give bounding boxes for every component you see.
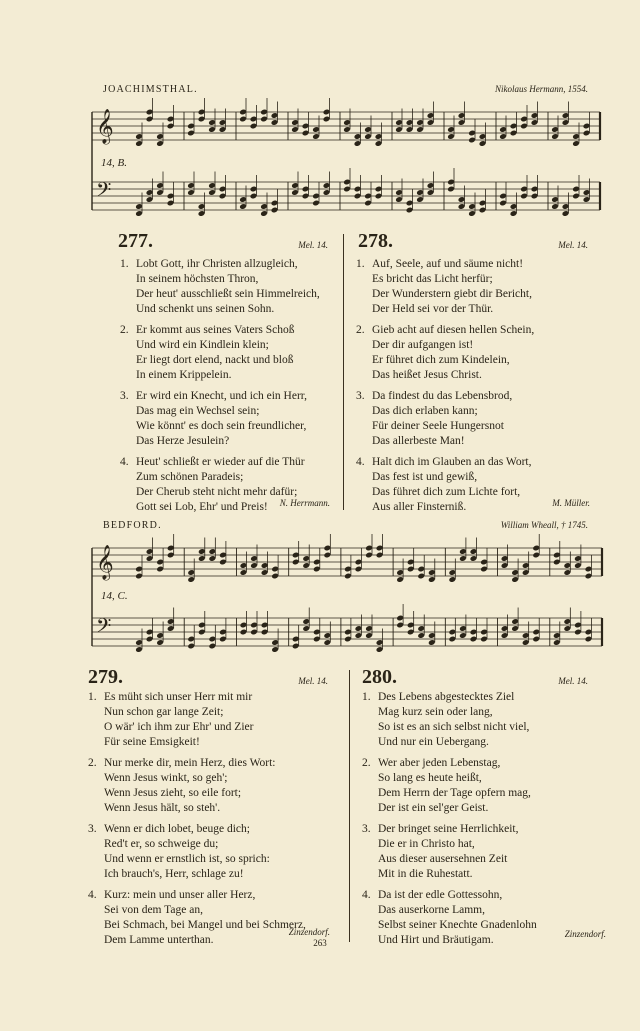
stanza-number: 2. — [88, 757, 97, 769]
stanza-number: 4. — [88, 889, 97, 901]
verse-text: Und wenn er ernstlich ist, so sprich: — [104, 853, 270, 865]
verse-text: Wenn er dich lobet, beuge dich; — [104, 823, 250, 835]
verse-text: Das Herze Jesulein? — [136, 435, 230, 447]
verse-text: Da findest du das Lebensbrod, — [372, 390, 513, 402]
verse-line — [362, 801, 602, 816]
verse-text: Gieb acht auf diesen hellen Schein, — [372, 324, 535, 336]
hymn-author: N. Herrmann. — [279, 498, 330, 508]
tune-attribution-joachimsthal: Nikolaus Hermann, 1554. — [495, 84, 588, 94]
verse-text: Der dir aufgangen ist! — [372, 339, 474, 351]
verse-line — [362, 720, 602, 735]
verse-line — [362, 837, 602, 852]
verse-text: Aus dieser ausersehnen Zeit — [378, 853, 508, 865]
verse-text: Gott sei Lob, Ehr' und Preis! — [136, 501, 268, 513]
stanza — [362, 822, 602, 882]
melody-ref: Mel. 14. — [558, 676, 588, 686]
tune-mode-label-bedford: 14, C. — [101, 590, 128, 602]
verse-text: Heut' schließt er wieder auf die Thür — [136, 456, 305, 468]
verse-text: Kurz: mein und unser aller Herz, — [104, 889, 256, 901]
tune-mode-label-joachimsthal: 14, B. — [101, 157, 127, 169]
verse-text: Das fest ist und gewiß, — [372, 471, 478, 483]
verse-text: Auf, Seele, auf und säume nicht! — [372, 258, 524, 270]
treble-clef-icon: 𝄞 — [96, 545, 114, 580]
hymn-author: M. Müller. — [552, 498, 590, 508]
verse-text: Er liegt dort elend, nackt und bloß — [136, 354, 294, 366]
verse-text: Lobt Gott, ihr Christen allzugleich, — [136, 258, 298, 270]
verse-text: O wär' ich ihm zur Ehr' und Zier — [104, 721, 254, 733]
stanza — [88, 756, 346, 816]
verse-text: Wie könnt' es doch sein freundlicher, — [136, 420, 307, 432]
stanza-number: 3. — [362, 823, 371, 835]
verse-text: Und nur ein Uebergang. — [378, 736, 489, 748]
verse-text: Der Cherub steht nicht mehr dafür; — [136, 486, 298, 498]
verse-text: Bei Schmach, bei Mangel und bei Schmerz, — [104, 919, 306, 931]
verse-text: Zum schönen Paradeis; — [136, 471, 244, 483]
bass-clef-icon: 𝄢 — [96, 614, 112, 642]
verse-text: Wenn Jesus zieht, so eile fort; — [104, 787, 242, 799]
verse-line — [88, 690, 346, 705]
verse-line — [88, 888, 346, 903]
stanza-number: 1. — [120, 258, 129, 270]
hymn-280-text — [362, 690, 602, 948]
stanza-number: 2. — [362, 757, 371, 769]
verse-line — [362, 867, 602, 882]
hymn-number: 280. — [362, 666, 397, 688]
stanza-number: 3. — [120, 390, 129, 402]
verse-text: Es bricht das Licht herfür; — [372, 273, 493, 285]
verse-line — [88, 903, 346, 918]
verse-line — [362, 822, 602, 837]
verse-line — [88, 822, 346, 837]
verse-line — [362, 888, 602, 903]
verse-text: Selbst seiner Knechte Gnadenlohn — [378, 919, 537, 931]
stanza-number: 1. — [356, 258, 365, 270]
verse-line — [88, 852, 346, 867]
stanza — [88, 822, 346, 882]
verse-line — [362, 852, 602, 867]
stanza — [88, 690, 346, 750]
verse-text: Red't er, so schweige du; — [104, 838, 219, 850]
verse-text: Und Hirt und Bräutigam. — [378, 934, 494, 946]
stanza-number: 3. — [88, 823, 97, 835]
verse-text: Das führet dich zum Lichte fort, — [372, 486, 521, 498]
verse-text: Sei von dem Tage an, — [104, 904, 203, 916]
hymn-author: Zinzendorf. — [288, 927, 330, 937]
melody-ref: Mel. 14. — [298, 240, 328, 250]
verse-line — [88, 837, 346, 852]
melody-ref: Mel. 14. — [298, 676, 328, 686]
verse-text: Und wird ein Kindlein klein; — [136, 339, 269, 351]
stanza — [362, 888, 602, 948]
verse-text: Er kommt aus seines Vaters Schoß — [136, 324, 295, 336]
verse-line — [88, 786, 346, 801]
verse-line — [362, 735, 602, 750]
stanza-number: 4. — [356, 456, 365, 468]
verse-text: In seinem höchsten Thron, — [136, 273, 259, 285]
verse-text: Das dich erlaben kann; — [372, 405, 478, 417]
verse-text: Ich brauch's, Herr, schlage zu! — [104, 868, 244, 880]
verse-text: Der Held sei vor der Thür. — [372, 303, 494, 315]
verse-text: Das heißet Jesus Christ. — [372, 369, 482, 381]
stanza-number: 4. — [362, 889, 371, 901]
verse-line — [88, 756, 346, 771]
verse-line — [362, 756, 602, 771]
stanza-number: 1. — [362, 691, 371, 703]
verse-text: Wenn Jesus hält, so steh'. — [104, 802, 221, 814]
tune-name-bedford: BEDFORD. — [103, 520, 162, 531]
verse-line — [88, 720, 346, 735]
verse-line — [88, 705, 346, 720]
verse-text: Der heut' ausschließt sein Himmelreich, — [136, 288, 320, 300]
verse-line — [362, 690, 602, 705]
hymn-number: 278. — [358, 230, 393, 252]
verse-text: So lang es heute heißt, — [378, 772, 482, 784]
bass-clef-icon: 𝄢 — [96, 178, 112, 206]
verse-text: Der ist ein sel'ger Geist. — [378, 802, 489, 814]
verse-text: Der Wunderstern giebt dir Bericht, — [372, 288, 532, 300]
verse-text: Mit in die Ruhestatt. — [378, 868, 473, 880]
melody-ref: Mel. 14. — [558, 240, 588, 250]
column-divider — [349, 670, 350, 942]
verse-text: Wer aber jeden Lebenstag, — [378, 757, 501, 769]
verse-text: Das mag ein Wechsel sein; — [136, 405, 260, 417]
verse-text: Dem Herrn der Tage opfern mag, — [378, 787, 531, 799]
verse-line — [88, 771, 346, 786]
verse-line — [88, 801, 346, 816]
verse-line — [88, 735, 346, 750]
tune-attribution-bedford: William Wheall, † 1745. — [500, 520, 588, 530]
verse-text: Und schenkt uns seinen Sohn. — [136, 303, 275, 315]
verse-text: Der bringet seine Herrlichkeit, — [378, 823, 519, 835]
verse-text: In einem Krippelein. — [136, 369, 232, 381]
verse-line — [362, 903, 602, 918]
verse-line — [362, 771, 602, 786]
stanza-number: 4. — [120, 456, 129, 468]
stanza-number: 2. — [356, 324, 365, 336]
verse-line — [362, 786, 602, 801]
verse-text: Er wird ein Knecht, und ich ein Herr, — [136, 390, 308, 402]
verse-text: So ist es an sich selbst nicht viel, — [378, 721, 530, 733]
verse-text: Nur merke dir, mein Herz, dies Wort: — [104, 757, 276, 769]
page-number: 263 — [313, 938, 327, 948]
verse-text: Da ist der edle Gottessohn, — [378, 889, 503, 901]
verse-text: Für deiner Seele Hungersnot — [372, 420, 504, 432]
verse-text: Des Lebens abgestecktes Ziel — [378, 691, 515, 703]
verse-text: Das allerbeste Man! — [372, 435, 465, 447]
verse-text: Wenn Jesus winkt, so geh'; — [104, 772, 228, 784]
stanza — [362, 690, 602, 750]
verse-text: Nun schon gar lange Zeit; — [104, 706, 224, 718]
tune-name-joachimsthal: JOACHIMSTHAL. — [103, 84, 198, 95]
verse-text: Es müht sich unser Herr mit mir — [104, 691, 253, 703]
hymn-author: Zinzendorf. — [564, 929, 606, 939]
verse-text: Das auserkorne Lamm, — [378, 904, 485, 916]
verse-text: Er führet dich zum Kindelein, — [372, 354, 510, 366]
verse-text: Die er in Christo hat, — [378, 838, 475, 850]
hymn-number: 277. — [118, 230, 153, 252]
verse-line — [362, 705, 602, 720]
stanza-number: 3. — [356, 390, 365, 402]
verse-text: Dem Lamme unterthan. — [104, 934, 214, 946]
stanza-number: 2. — [120, 324, 129, 336]
stanza — [362, 756, 602, 816]
hymn-279-text — [88, 690, 346, 948]
stanza-number: 1. — [88, 691, 97, 703]
verse-text: Für seine Emsigkeit! — [104, 736, 200, 748]
hymn-number: 279. — [88, 666, 123, 688]
verse-text: Aus aller Finsterniß. — [372, 501, 467, 513]
verse-text: Halt dich im Glauben an das Wort, — [372, 456, 532, 468]
verse-line — [88, 867, 346, 882]
treble-clef-icon: 𝄞 — [96, 109, 114, 144]
verse-text: Mag kurz sein oder lang, — [378, 706, 493, 718]
